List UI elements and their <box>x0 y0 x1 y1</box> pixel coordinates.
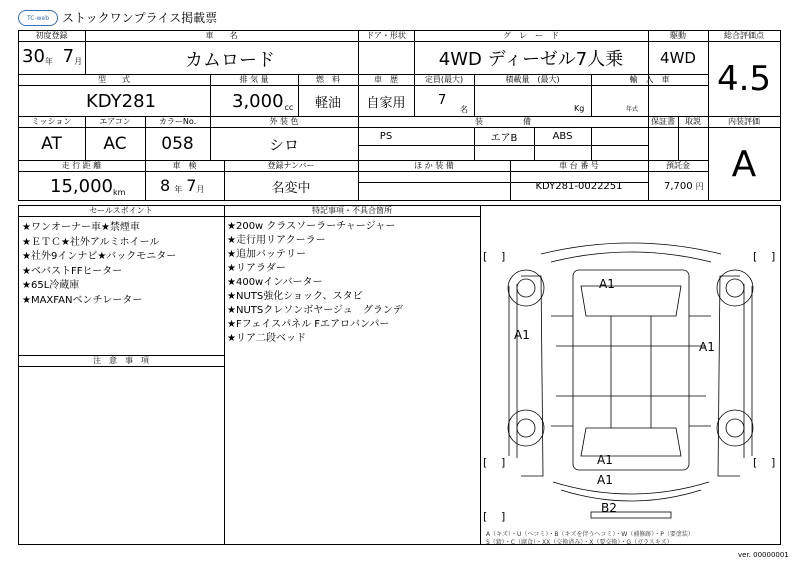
unit-km: km <box>112 188 126 197</box>
reg-number-value: 名変中 <box>271 180 311 196</box>
label-model: 型 式 <box>98 75 130 84</box>
label-aircon: エアコン <box>99 117 131 126</box>
label-door-shape: ドア・形状 <box>366 31 406 40</box>
bracket-close-5: ] <box>501 510 506 523</box>
mission-value: AT <box>41 134 62 154</box>
insp-month: 7 <box>186 176 197 195</box>
aircon-value: AC <box>103 134 127 154</box>
unit-yen: 円 <box>695 182 704 191</box>
price-value <box>664 181 704 192</box>
damage-mark-rear: A1 <box>597 453 613 467</box>
page-title: ストックワンプライス掲載票 <box>62 11 218 25</box>
list-item: ★追加バッテリー <box>227 249 306 260</box>
list-item: ★400wインバーター <box>227 277 323 288</box>
vehicle-damage-diagram <box>481 206 780 544</box>
damage-mark-rear-panel: B2 <box>601 501 617 515</box>
inspection-value <box>160 176 204 195</box>
unit-cc: cc <box>284 103 294 112</box>
unit-insp-month: 月 <box>196 185 205 194</box>
displacement-value <box>232 91 293 112</box>
label-chassis-no: 車 台 番 号 <box>559 161 599 170</box>
list-item: ★リアラダー <box>227 263 286 274</box>
unit-kg: Kg <box>574 104 585 113</box>
color-no-value: 058 <box>161 134 194 154</box>
label-sales-points: セールスポイント <box>89 206 153 215</box>
sales-points-list <box>22 221 176 308</box>
list-item: ★ＥＴＣ★社外アルミホイール <box>22 236 160 248</box>
car-name-value: カムロード <box>185 50 275 71</box>
diagram-legend-1: A（キズ）・U（ヘコミ）・B（キズを伴うヘコミ）・W（補修跡）・P（要塗装） <box>486 531 694 538</box>
label-manual: 取説 <box>685 117 701 126</box>
label-inspection: 車 検 <box>172 161 197 170</box>
version-label: ver. 00000001 <box>738 551 789 559</box>
list-item: ★NUTSクレソンボヤージュ グランデ <box>227 305 403 316</box>
bracket-open-4: [ <box>753 456 758 469</box>
label-mileage: 走 行 距 離 <box>61 161 102 170</box>
reg-year: 30 <box>22 46 45 67</box>
damage-mark-right: A1 <box>699 340 715 354</box>
label-displacement: 排 気 量 <box>239 75 269 84</box>
label-reg-number: 登録ナンバー <box>267 161 315 170</box>
label-equipment: 装 備 <box>475 117 531 126</box>
list-item: ★65L冷蔵庫 <box>22 280 80 291</box>
label-fuel: 燃 料 <box>316 75 340 84</box>
unit-model-year: 年式 <box>626 106 639 113</box>
damage-mark-front: A1 <box>599 277 615 291</box>
list-item: ★ワンオーナー車★禁煙車 <box>22 222 140 233</box>
label-special-notes: 特記事項・不具合箇所 <box>312 206 392 215</box>
list-item: ★Fフェイスパネル Fエアロバンパー <box>227 319 390 330</box>
label-price: 預託金 <box>666 161 690 170</box>
equip-abs: ABS <box>552 131 573 142</box>
bracket-open-2: [ <box>753 250 758 263</box>
reg-month: 7 <box>62 46 75 67</box>
bracket-close-3: ] <box>501 456 506 469</box>
unit-insp-year: 年 <box>174 185 183 194</box>
label-cautions: 注 意 事 項 <box>93 356 149 365</box>
drive-value: 4WD <box>660 49 696 67</box>
overall-score-value: 4.5 <box>716 59 772 99</box>
damage-mark-rear-bumper: A1 <box>597 473 613 487</box>
displacement-number: 3,000 <box>232 91 284 112</box>
label-exterior-color: 外 装 色 <box>269 117 299 126</box>
label-capacity: 定員(最大) <box>424 75 464 84</box>
label-car-name: 車 名 <box>205 31 238 40</box>
chassis-no-value: KDY281-0022251 <box>535 180 623 192</box>
exterior-color-value: シロ <box>268 135 299 154</box>
list-item: ★リア二段ベッド <box>227 333 306 344</box>
history-value: 自家用 <box>366 95 406 111</box>
equip-airbag: エアB <box>490 133 518 144</box>
model-value: KDY281 <box>86 91 157 112</box>
bracket-close-2: ] <box>771 250 776 263</box>
insp-year: 8 <box>160 176 171 195</box>
label-history: 車 歴 <box>374 75 398 84</box>
label-load: 積載量 (最大) <box>505 75 560 84</box>
list-item: ★MAXFANベンチレーター <box>22 294 143 306</box>
list-item: ★走行用リアクーラー <box>227 235 326 246</box>
label-other-equip: ほ か 装 備 <box>414 161 454 170</box>
special-notes-list <box>227 220 403 346</box>
damage-mark-left: A1 <box>514 328 530 342</box>
unit-year: 年 <box>44 57 53 66</box>
bracket-open-3: [ <box>483 456 488 469</box>
label-mission: ミッション <box>31 117 72 126</box>
bracket-open-5: [ <box>483 510 488 523</box>
bracket-close-1: ] <box>501 250 506 263</box>
list-item: ★NUTS強化ショック、スタビ <box>227 291 363 302</box>
list-item: ★社外9インナビ★バックモニター <box>22 251 177 262</box>
bracket-close-4: ] <box>771 456 776 469</box>
label-overall-score: 総合評価点 <box>724 31 764 40</box>
list-item: ★200w クラスソーラーチャージャー <box>227 221 396 232</box>
interior-score-value: A <box>731 143 757 185</box>
fuel-value: 軽油 <box>314 95 341 111</box>
price-number: 7,700 <box>664 181 693 192</box>
mileage-number: 15,000 <box>50 176 113 197</box>
capacity-value: 7 <box>438 93 447 108</box>
label-color-no: カラーNo. <box>158 117 197 126</box>
grade-value: 4WD ディーゼル7人乗 <box>438 49 624 70</box>
equip-ps: PS <box>379 131 393 142</box>
header-logo-text: TC-web <box>26 14 50 22</box>
label-warranty: 保証書 <box>651 117 675 126</box>
diagram-legend-2: S（錆）・C（腐食）・XX（交換済み）・X（要交換）・G（ガラスキズ） <box>486 539 673 546</box>
label-first-reg: 初度登録 <box>35 31 68 40</box>
mileage-value <box>50 176 125 197</box>
first-reg-value <box>22 46 84 70</box>
unit-month: 月 <box>74 57 83 66</box>
list-item: ★ベバストFFヒーター <box>22 265 123 277</box>
label-interior-score: 内装評価 <box>728 117 760 126</box>
label-grade: グ レ ー ド <box>503 31 559 40</box>
label-import: 輸 入 車 <box>629 75 670 84</box>
label-drive: 駆動 <box>670 31 686 40</box>
bracket-open-1: [ <box>483 250 488 263</box>
unit-persons: 名 <box>460 105 468 114</box>
